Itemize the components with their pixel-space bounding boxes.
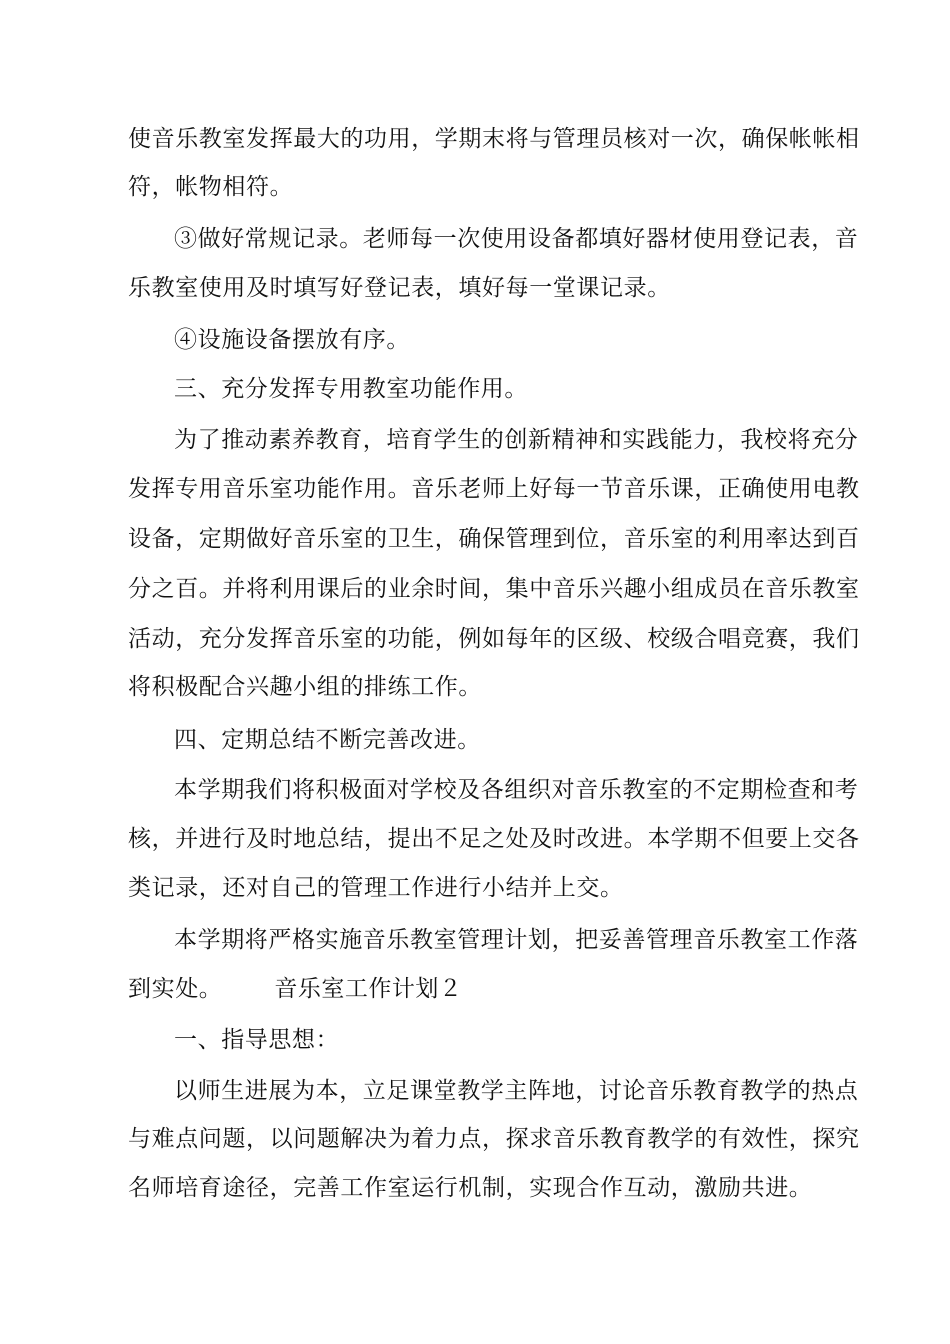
text-line: 核，并进行及时地总结，提出不足之处及时改进。本学期不但要上交各: [128, 826, 860, 852]
text-line: 为了推动素养教育，培育学生的创新精神和实践能力，我校将充分: [174, 427, 859, 453]
text-line: 以师生进展为本，立足课堂教学主阵地，讨论音乐教育教学的热点: [174, 1078, 859, 1104]
text-line: 乐教室使用及时填写好登记表，填好每一堂课记录。: [128, 275, 671, 301]
text-line: 与难点问题，以问题解决为着力点，探求音乐教育教学的有效性，探究: [128, 1126, 860, 1152]
text-line: 类记录，还对自己的管理工作进行小结并上交。: [128, 875, 624, 901]
document-title: 音乐室工作计划２: [274, 976, 463, 1002]
text-line: 符，帐物相符。: [128, 174, 294, 200]
text-line: 将积极配合兴趣小组的排练工作。: [128, 674, 482, 700]
section-heading: 四、定期总结不断完善改进。: [174, 727, 481, 753]
text-line: 活动，充分发挥音乐室的功能，例如每年的区级、校级合唱竞赛，我们: [128, 626, 860, 652]
text-line: 本学期将严格实施音乐教室管理计划，把妥善管理音乐教室工作落: [174, 927, 859, 953]
text-line: 分之百。并将利用课后的业余时间，集中音乐兴趣小组成员在音乐教室: [128, 576, 860, 602]
text-line: 到实处。: [128, 976, 223, 1002]
text-line: 使音乐教室发挥最大的功用，学期末将与管理员核对一次，确保帐帐相: [128, 126, 860, 152]
text-line: ③做好常规记录。老师每一次使用设备都填好器材使用登记表，音: [174, 226, 859, 252]
text-line-with-title: [128, 974, 828, 1004]
text-line: 设备，定期做好音乐室的卫生，确保管理到位，音乐室的利用率达到百: [128, 526, 860, 552]
section-heading: 一、指导思想：: [174, 1027, 340, 1053]
text-line: 发挥专用音乐室功能作用。音乐老师上好每一节音乐课，正确使用电教: [128, 476, 860, 502]
text-line: ④设施设备摆放有序。: [174, 327, 410, 353]
text-line: 本学期我们将积极面对学校及各组织对音乐教室的不定期检查和考: [174, 777, 859, 803]
section-heading: 三、充分发挥专用教室功能作用。: [174, 376, 528, 402]
text-line: 名师培育途径，完善工作室运行机制，实现合作互动，激励共进。: [128, 1175, 813, 1201]
